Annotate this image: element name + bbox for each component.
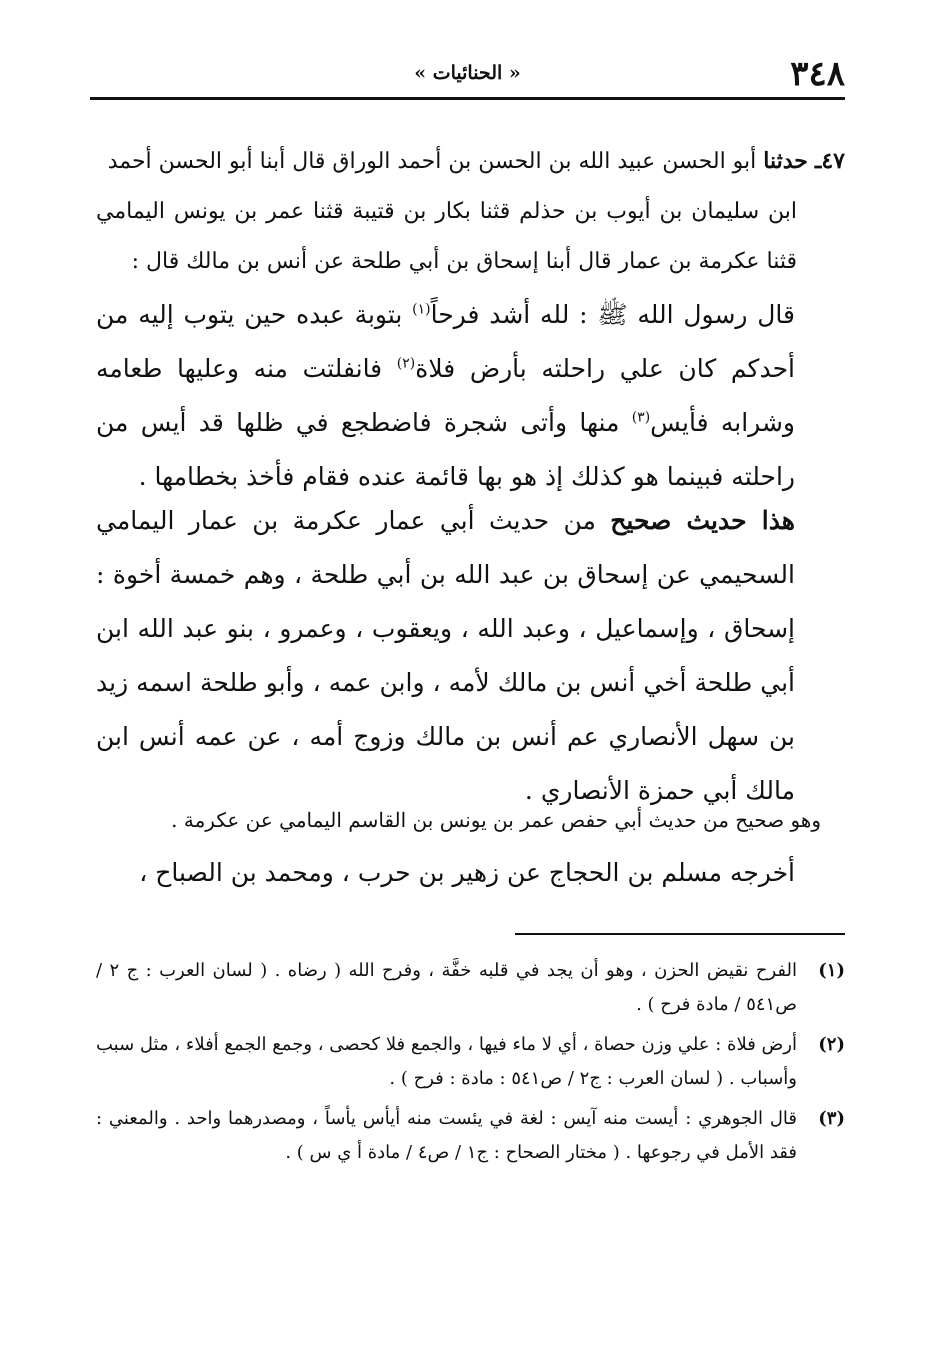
footnote-number: (٣) (818, 1108, 845, 1129)
commentary-text: من حديث أبي عمار عكرمة بن عمار اليمامي السحيمي عن إسحاق بن عبد الله بن أبي طلحة ، وهم خمسة أخوة : إسحاق ، وإسماعيل ، وعبد الله ، ويعقوب ، وعمرو ، بنو عبد الله ابن أبي طلحة أخي أنس بن مالك لأمه ، وابن عمه ، وأبو طلحة اسمه زيد بن سهل الأنصاري عم أنس بن مالك وزوج أمه ، عن عمه أنس ابن مالك أبي حمزة الأنصاري . (96, 506, 795, 805)
footnote-marker: (١) (412, 301, 431, 318)
footnote-marker: (٣) (631, 409, 651, 426)
footnote-text: قال الجوهري : أيست منه آيس : لغة في يئست منه أيأس يأساً ، ومصدرهما واحد . والمعني : فقد الأمل في رجوعها . ( مختار الصحاح : ج١ / ص٤ / مادة أ ي س ) . (96, 1108, 797, 1163)
footnote (96, 954, 845, 1022)
footnote (96, 1028, 845, 1096)
footnote-text: أرض فلاة : علي وزن حصاة ، أي لا ماء فيها ، والجمع فلا كحصى ، وجمع الجمع أفلاء ، مثل سبب وأسباب . ( لسان العرب : ج٢ / ص٥٤١ : مادة : فرح ) . (96, 1034, 797, 1089)
header-rule (90, 97, 845, 100)
footnote (96, 1102, 845, 1170)
hadith-isnad (96, 136, 845, 287)
running-title: « الحنائيات » (414, 62, 521, 84)
hadith-matn (96, 288, 795, 504)
matn-text: قال رسول الله ﷺ : لله أشد فرحاً (430, 300, 795, 329)
isnad-line1: أبو الحسن عبيد الله بن الحسن بن أحمد الوراق قال أبنا أبو الحسن أحمد (107, 149, 757, 174)
hadith-commentary (96, 494, 795, 818)
matn-text: بتوبة عبده حين يتوب إليه من أحدكم كان علي راحلته بأرض فلاة (96, 300, 795, 383)
page-header (90, 52, 845, 96)
takhrij-text: أخرجه مسلم بن الحجاج عن زهير بن حرب ، ومحمد بن الصباح ، (139, 858, 795, 887)
footnote-text: الفرح نقيض الحزن ، وهو أن يجد في قلبه خفَّة ، وفرح الله ( رضاه . ( لسان العرب : ج ٢ / ص٥٤١ / مادة فرح ) . (96, 960, 797, 1015)
haddatha-word: حدثنا (763, 148, 808, 174)
footnote-marker: (٢) (396, 355, 416, 372)
footnote-number: (٢) (818, 1034, 845, 1055)
footnote-number: (١) (818, 960, 845, 981)
footnotes (96, 954, 845, 1176)
isnad-rest: ابن سليمان بن أيوب بن حذلم قثنا بكار بن قتيبة قثنا عمر بن يونس اليمامي قثنا عكرمة بن عمار قال أبنا إسحاق بن أبي طلحة عن أنس بن مالك قال : (96, 199, 797, 274)
grading-phrase: هذا حديث صحيح (610, 506, 795, 535)
page-number: ٣٤٨ (790, 54, 845, 94)
footnote-rule (515, 933, 845, 935)
matn-text: فانفلتت منه وعليها طعامه وشرابه فأيس (96, 354, 795, 437)
matn-text: منها وأتى شجرة فاضطجع في ظلها قد أيس من راحلته فبينما هو كذلك إذ هو بها قائمة عنده فقام فأخذ بخطامها . (96, 408, 795, 491)
isnad-first-line (96, 136, 845, 187)
hadith-number: ٤٧ـ (814, 148, 845, 174)
small-note: وهو صحيح من حديث أبي حفص عمر بن يونس بن القاسم اليمامي عن عكرمة . (171, 808, 821, 832)
